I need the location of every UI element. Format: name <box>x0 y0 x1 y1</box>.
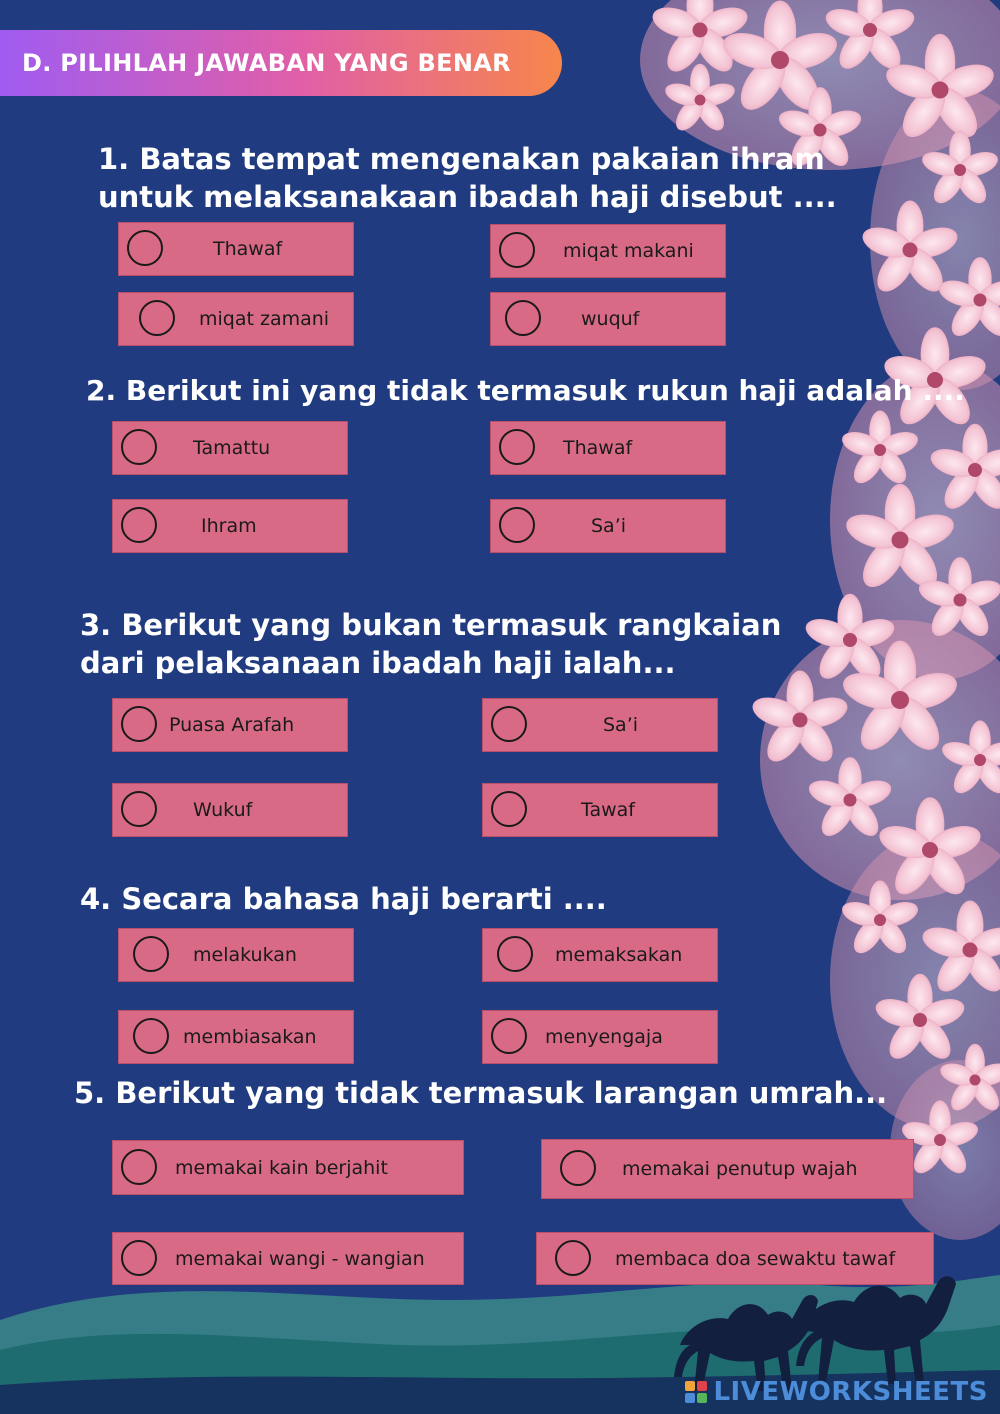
option-label: miqat zamani <box>199 308 330 330</box>
option-label: membiasakan <box>183 1026 317 1048</box>
option-1d[interactable] <box>490 292 726 346</box>
option-1a[interactable] <box>118 222 354 276</box>
radio-circle-icon[interactable] <box>133 1018 169 1054</box>
option-label: memaksakan <box>555 944 683 966</box>
radio-circle-icon[interactable] <box>499 429 535 465</box>
liveworksheets-logo-icon <box>685 1381 707 1403</box>
radio-circle-icon[interactable] <box>499 507 535 543</box>
question-number: 4. <box>80 882 112 916</box>
question-number: 3. <box>80 608 112 642</box>
option-2d[interactable] <box>490 499 726 553</box>
option-3c[interactable] <box>112 783 348 837</box>
question-number: 1. <box>98 142 130 176</box>
question-text: Batas tempat mengenakan pakaian ihram untuk melaksanakaan ibadah haji disebut .... <box>98 142 837 214</box>
option-4a[interactable] <box>118 928 354 982</box>
radio-circle-icon[interactable] <box>121 429 157 465</box>
radio-circle-icon[interactable] <box>121 791 157 827</box>
question-number: 2. <box>86 374 117 407</box>
option-label: memakai kain berjahit <box>175 1156 388 1179</box>
option-4b[interactable] <box>482 928 718 982</box>
option-3d[interactable] <box>482 783 718 837</box>
question-3 <box>80 606 840 682</box>
radio-circle-icon[interactable] <box>127 230 163 266</box>
question-text: Berikut ini yang tidak termasuk rukun haji adalah .... <box>125 374 965 407</box>
section-header: D. PILIHLAH JAWABAN YANG BENAR <box>0 30 562 96</box>
question-2 <box>86 372 965 410</box>
radio-circle-icon[interactable] <box>121 706 157 742</box>
option-3a[interactable] <box>112 698 348 752</box>
radio-circle-icon[interactable] <box>555 1240 591 1276</box>
option-1b[interactable] <box>490 224 726 278</box>
question-text: Secara bahasa haji berarti .... <box>121 882 607 916</box>
option-label: Ihram <box>201 515 257 537</box>
question-text: Berikut yang tidak termasuk larangan umrah... <box>115 1076 888 1110</box>
option-label: Puasa Arafah <box>169 714 295 736</box>
option-label: melakukan <box>193 944 297 966</box>
option-4d[interactable] <box>482 1010 718 1064</box>
option-label: Sa’i <box>603 714 639 736</box>
option-label: menyengaja <box>545 1026 663 1048</box>
radio-circle-icon[interactable] <box>491 791 527 827</box>
question-number: 5. <box>74 1076 106 1110</box>
radio-circle-icon[interactable] <box>497 936 533 972</box>
radio-circle-icon[interactable] <box>139 300 175 336</box>
question-4 <box>80 880 780 918</box>
option-5a[interactable] <box>112 1140 464 1195</box>
option-2a[interactable] <box>112 421 348 475</box>
option-2b[interactable] <box>490 421 726 475</box>
radio-circle-icon[interactable] <box>499 232 535 268</box>
option-label: Tawaf <box>581 799 635 821</box>
option-label: membaca doa sewaktu tawaf <box>615 1247 896 1270</box>
radio-circle-icon[interactable] <box>121 507 157 543</box>
option-4c[interactable] <box>118 1010 354 1064</box>
option-1c[interactable] <box>118 292 354 346</box>
radio-circle-icon[interactable] <box>560 1150 596 1186</box>
liveworksheets-watermark[interactable] <box>685 1378 988 1406</box>
question-1 <box>98 140 918 216</box>
option-3b[interactable] <box>482 698 718 752</box>
radio-circle-icon[interactable] <box>121 1149 157 1185</box>
radio-circle-icon[interactable] <box>505 300 541 336</box>
option-label: Wukuf <box>193 799 253 821</box>
watermark-text: LIVEWORKSHEETS <box>713 1377 988 1407</box>
radio-circle-icon[interactable] <box>491 706 527 742</box>
question-text: Berikut yang bukan termasuk rangkaian dari pelaksanaan ibadah haji ialah... <box>80 608 782 680</box>
option-label: wuquf <box>581 308 640 330</box>
option-label: memakai wangi - wangian <box>175 1247 425 1270</box>
option-5c[interactable] <box>112 1232 464 1285</box>
option-label: memakai penutup wajah <box>622 1158 858 1180</box>
option-5d[interactable] <box>536 1232 934 1285</box>
radio-circle-icon[interactable] <box>121 1240 157 1276</box>
option-2c[interactable] <box>112 499 348 553</box>
option-label: Sa’i <box>591 515 627 537</box>
option-label: Tamattu <box>193 437 271 459</box>
radio-circle-icon[interactable] <box>133 936 169 972</box>
option-label: miqat makani <box>563 240 694 262</box>
radio-circle-icon[interactable] <box>491 1018 527 1054</box>
option-label: Thawaf <box>563 437 633 459</box>
option-5b[interactable] <box>541 1139 914 1199</box>
question-5 <box>74 1074 894 1112</box>
option-label: Thawaf <box>213 238 283 260</box>
